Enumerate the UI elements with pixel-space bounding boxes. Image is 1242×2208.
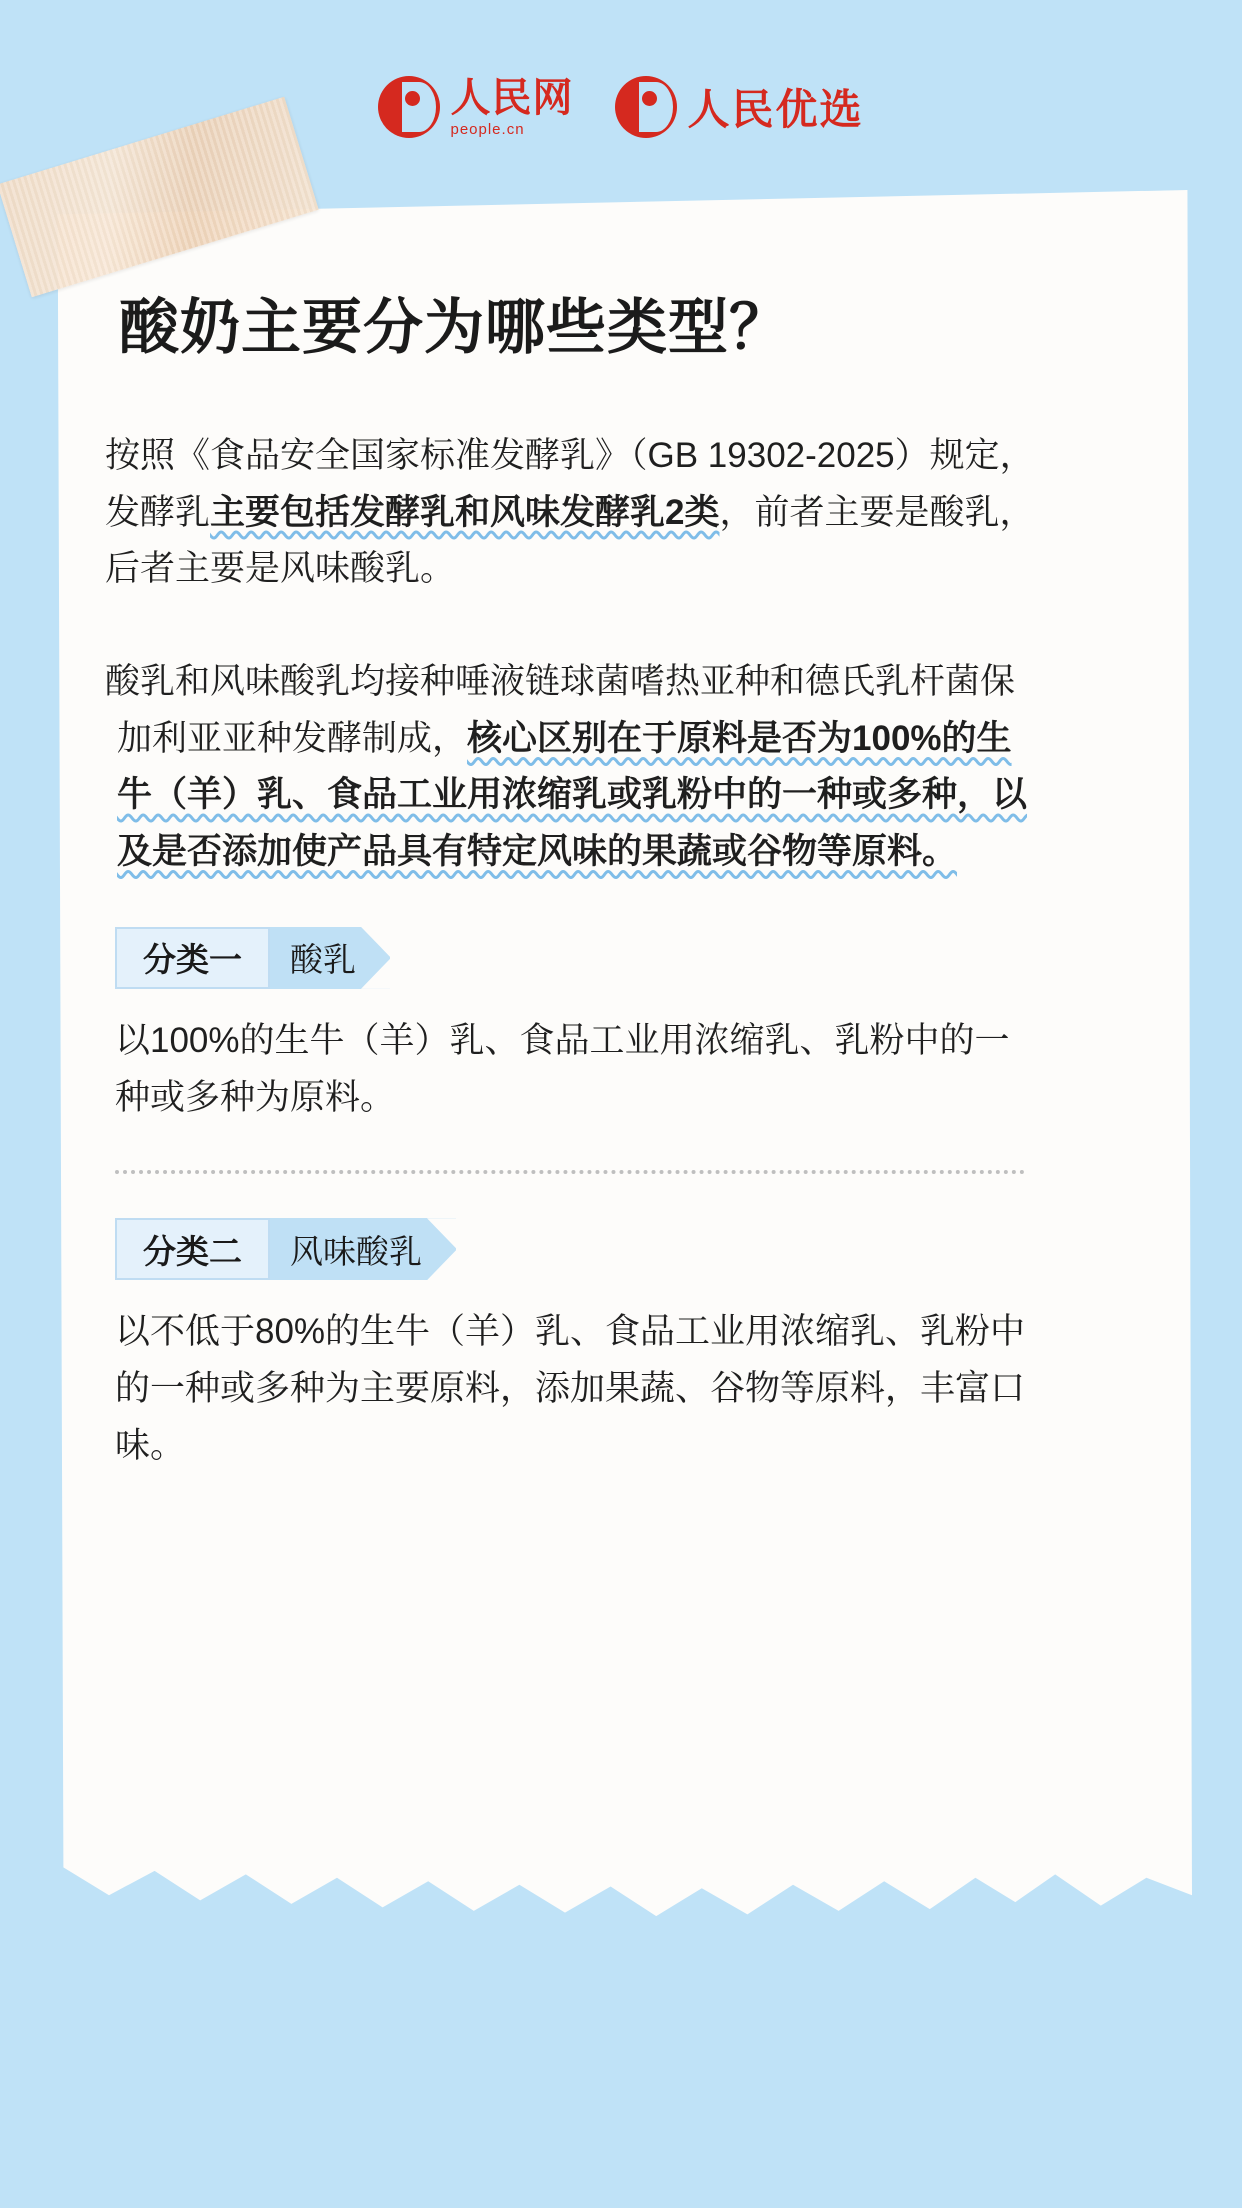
people-youxuan-logo-icon bbox=[615, 76, 677, 138]
category-2-body: 以不低于80%的生牛（羊）乳、食品工业用浓缩乳、乳粉中的一种或多种为主要原料，添加果蔬、谷物等原料，丰富口味。 bbox=[115, 1312, 1026, 1465]
category-banner-2 bbox=[115, 1218, 1035, 1280]
paragraph-2-highlight: 核心区别在于原料是否为100%的生牛（羊）乳、食品工业用浓缩乳或乳粉中的一种或多种，以及是否添加使产品具有特定风味的果蔬或谷物等原料。 bbox=[117, 718, 1028, 872]
category-1-body: 以100%的生牛（羊）乳、食品工业用浓缩乳、乳粉中的一种或多种为原料。 bbox=[115, 1020, 1010, 1117]
category-2-name: 风味酸乳 bbox=[270, 1218, 456, 1280]
page-title: 酸奶主要分为哪些类型？ bbox=[119, 294, 790, 361]
people-cn-logo[interactable] bbox=[378, 76, 573, 138]
people-cn-logo-cn: 人民网 bbox=[450, 75, 574, 120]
paragraph-2 bbox=[105, 654, 1035, 881]
article-content bbox=[105, 280, 1035, 1474]
people-youxuan-logo[interactable] bbox=[615, 76, 863, 138]
people-cn-logo-text bbox=[450, 75, 574, 138]
category-banner-1 bbox=[115, 927, 1035, 989]
people-youxuan-logo-cn: 人民优选 bbox=[687, 86, 864, 133]
section-divider bbox=[115, 1170, 1025, 1174]
paragraph-2-part1: 酸乳和风味酸乳均接种唾液链球菌嗜热亚种和德氏乳杆菌保加利亚亚种发酵制成， bbox=[105, 662, 1016, 758]
people-cn-logo-en: people.cn bbox=[450, 120, 525, 138]
people-cn-logo-icon bbox=[378, 76, 440, 138]
category-1-label: 分类一 bbox=[115, 927, 270, 989]
category-1-name: 酸乳 bbox=[270, 927, 390, 989]
paragraph-1-highlight: 主要包括发酵乳和风味发酵乳2类 bbox=[210, 492, 720, 532]
paragraph-1-part2: ，前者主要是酸乳，后者主要是风味酸乳。 bbox=[105, 492, 1035, 589]
paragraph-1 bbox=[105, 428, 1035, 598]
paragraph-1-part1: 按照《食品安全国家标准发酵乳》（GB 19302-2025）规定，发酵乳 bbox=[105, 436, 1035, 532]
category-2-label: 分类二 bbox=[115, 1218, 270, 1280]
